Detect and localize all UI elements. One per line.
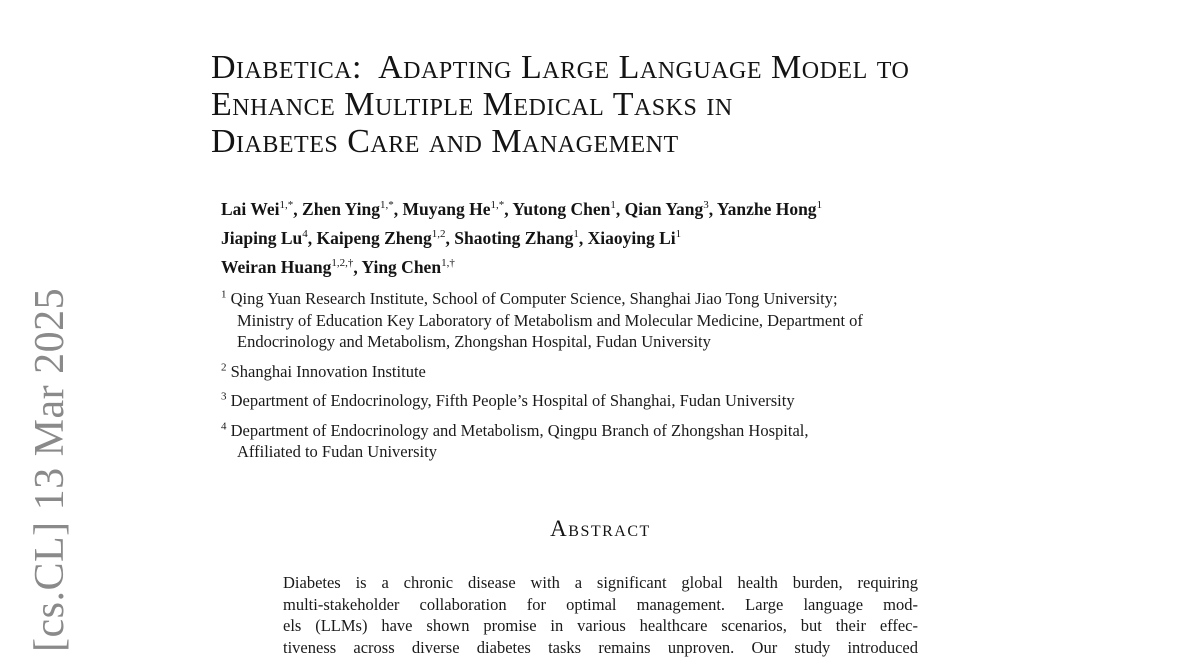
- affiliation-item-4: [221, 420, 863, 463]
- affiliation-line: [221, 390, 863, 412]
- affiliation-line: [221, 420, 863, 442]
- affiliation-marker: 3: [221, 391, 227, 403]
- abstract-body: [283, 572, 918, 658]
- abstract-line: tiveness across diverse diabetes tasks remains unproven. Our study introduced: [283, 637, 918, 658]
- abstract-line: Diabetes is a chronic disease with a significant global health burden, requiring: [283, 572, 918, 594]
- affiliation-item-1: [221, 288, 863, 353]
- abstract-line: multi-stakeholder collaboration for optimal management. Large language mod-: [283, 594, 918, 616]
- author-line-1: Lai Wei$^{1,*}$, Zhen Ying$^{1,*}$, Muyang $He^{1,*}$, Yutong Chen$^1$, Qian Yang$^3$, Yanzhe Hong$^1$: [221, 195, 822, 224]
- affiliation-line: Endocrinology and Metabolism, Zhongshan Hospital, Fudan University: [221, 331, 863, 353]
- paper-title-line-3: Diabetes Care and Management: [211, 123, 909, 160]
- affiliation-line: [221, 361, 863, 383]
- affiliation-text: Qing Yuan Research Institute, School of Computer Science, Shanghai Jiao Tong University;: [231, 289, 838, 308]
- affiliation-line: [221, 288, 863, 310]
- affiliation-marker: 1: [221, 289, 227, 301]
- affiliation-line: Affiliated to Fudan University: [221, 441, 863, 463]
- affiliation-marker: 2: [221, 361, 227, 373]
- paper-title-line-2: Enhance Multiple Medical Tasks in: [211, 86, 909, 123]
- affiliation-line: Ministry of Education Key Laboratory of Metabolism and Molecular Medicine, Department of: [221, 310, 863, 332]
- affiliation-text: Shanghai Innovation Institute: [231, 362, 426, 381]
- affiliation-text: Department of Endocrinology, Fifth People’s Hospital of Shanghai, Fudan University: [231, 391, 795, 410]
- author-line-3: Weiran Huang$^{1,2,\dagger}$, Ying Chen$^{1,\dagger}$: [221, 253, 822, 282]
- author-list: [221, 195, 822, 282]
- affiliation-list: [221, 288, 863, 471]
- paper-title: [211, 49, 909, 160]
- abstract-heading: Abstract: [283, 516, 918, 542]
- abstract-line: els (LLMs) have shown promise in various healthcare scenarios, but their effec-: [283, 615, 918, 637]
- affiliation-text: Department of Endocrinology and Metabolism, Qingpu Branch of Zhongshan Hospital,: [231, 421, 809, 440]
- author-line-2: Jiaping Lu$^4$, Kaipeng Zheng$^{1,2}$, Shaoting Zhang$^1$, Xiaoying Li$^1$: [221, 224, 822, 253]
- affiliation-item-2: [221, 361, 863, 383]
- affiliation-marker: 4: [221, 420, 227, 432]
- affiliation-item-3: [221, 390, 863, 412]
- arxiv-watermark: [cs.CL] 13 Mar 2025: [26, 288, 74, 652]
- paper-title-line-1: Diabetica: Adapting Large Language Model to: [211, 49, 909, 86]
